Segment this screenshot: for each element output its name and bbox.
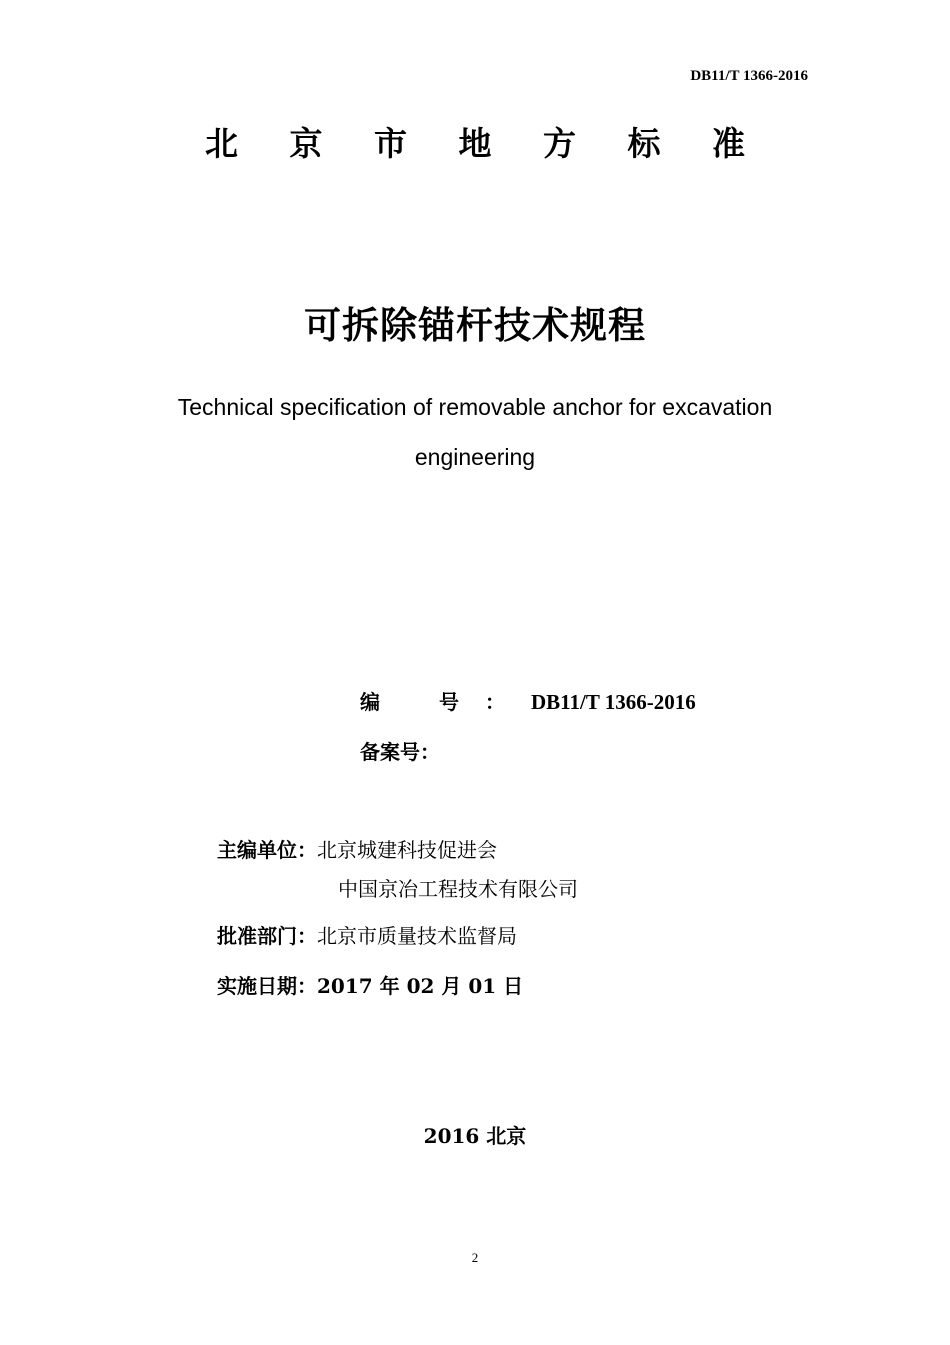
header-standard-code: DB11/T 1366-2016 bbox=[690, 68, 808, 84]
publication-year-place: 2016 北京 bbox=[423, 1124, 527, 1148]
effective-date-row bbox=[217, 970, 523, 999]
effective-date-label: 实施日期： bbox=[217, 974, 317, 998]
filing-number-label: 备案号： bbox=[360, 740, 440, 764]
page-number: 2 bbox=[471, 1250, 479, 1265]
approval-department-value: 北京市质量技术监督局 bbox=[317, 924, 517, 948]
approval-department-row bbox=[217, 920, 517, 949]
chief-editor-row bbox=[217, 834, 497, 863]
chief-editor-value-1: 北京城建科技促进会 bbox=[317, 838, 497, 862]
chief-editor-value-2: 中国京冶工程技术有限公司 bbox=[338, 877, 578, 901]
document-title-english-line1: Technical specification of removable anchor for excavation bbox=[177, 394, 773, 420]
filing-number-row bbox=[360, 736, 440, 765]
effective-date-value: 2017 年 02 月 01 日 bbox=[317, 974, 524, 998]
document-title-english bbox=[0, 382, 950, 482]
standard-number-value: DB11/T 1366-2016 bbox=[530, 690, 696, 714]
standard-category-heading: 北 京 市 地 方 标 准 bbox=[205, 124, 765, 163]
chief-editor-label: 主编单位： bbox=[217, 838, 317, 862]
document-title-english-line2: engineering bbox=[414, 444, 536, 470]
standard-number-row bbox=[360, 686, 696, 715]
approval-department-label: 批准部门： bbox=[217, 924, 317, 948]
document-title-chinese: 可拆除锚杆技术规程 bbox=[304, 304, 646, 347]
standard-number-label: 编 号： bbox=[360, 690, 531, 714]
